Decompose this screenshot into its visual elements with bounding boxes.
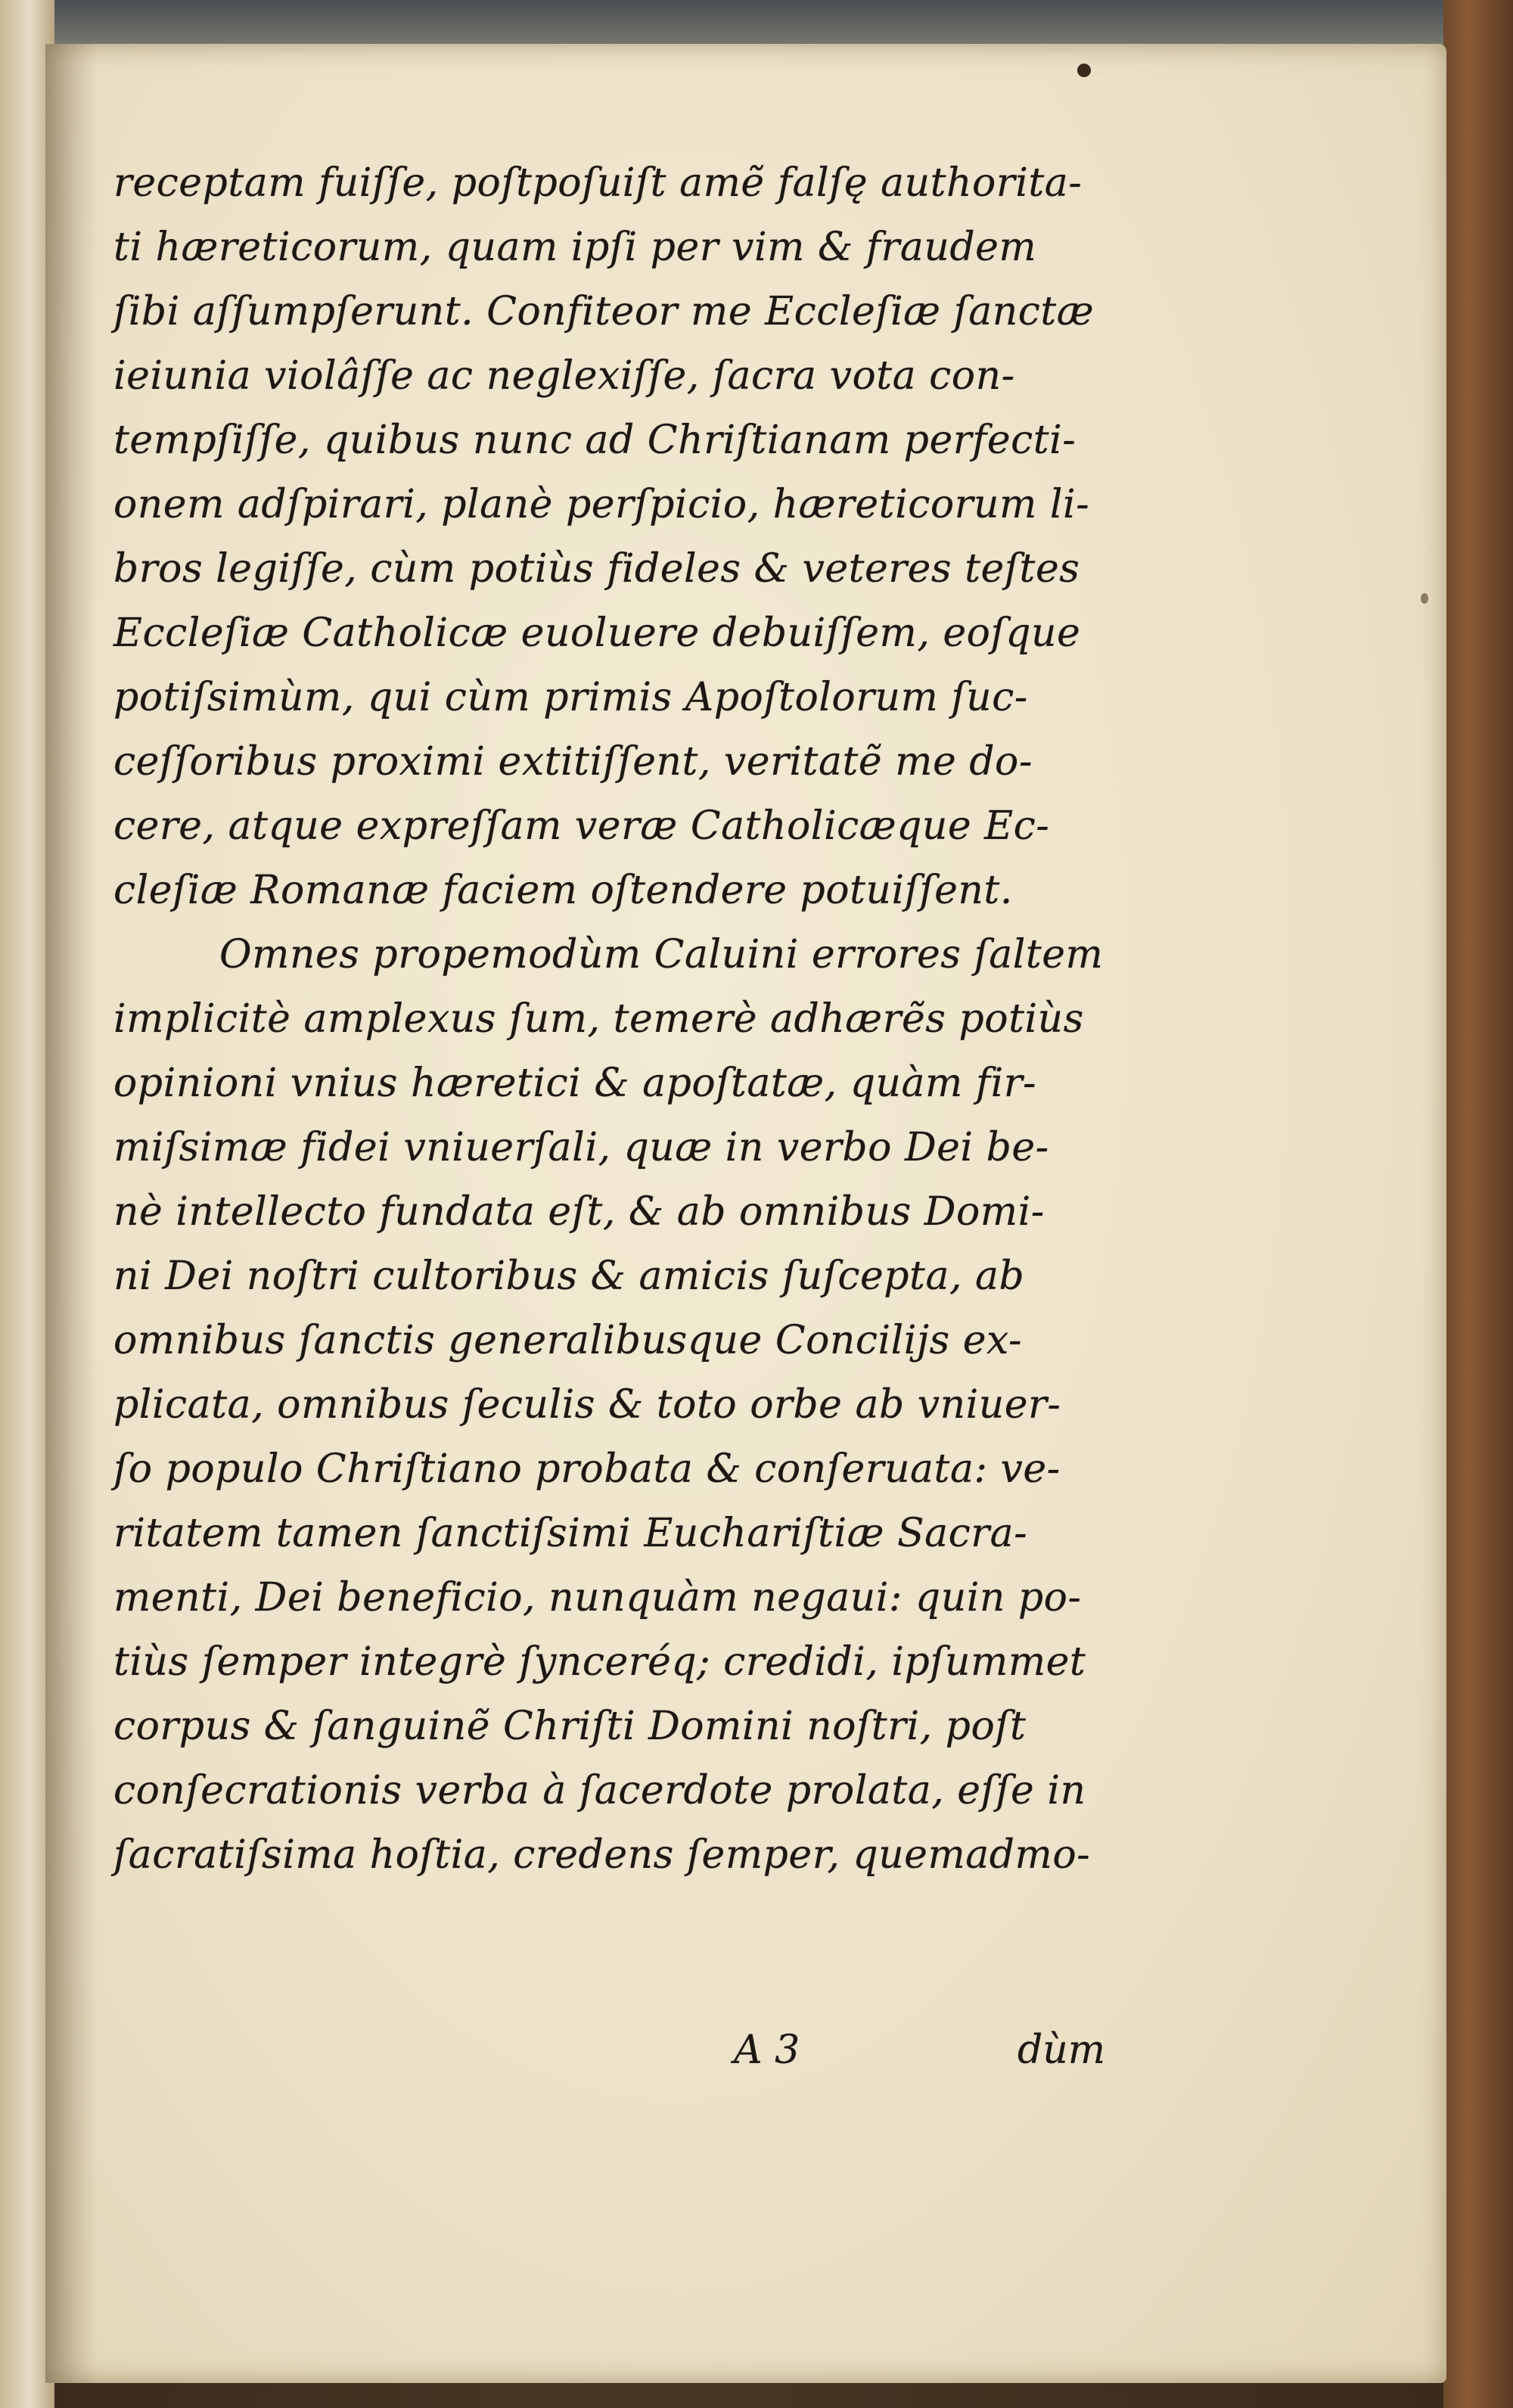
text-line: tiùs ſemper integrè ſynceréq; credidi, ipſummet: [113, 1639, 1086, 1685]
text-line: ni Dei noſtri cultoribus & amicis ſuſcepta, ab: [113, 1254, 1025, 1299]
text-line: receptam fuiſſe, poſtpoſuiſt amẽ falſę authorita-: [113, 160, 1083, 206]
text-block: [113, 151, 1188, 1888]
text-line: ieiunia violâſſe ac neglexiſſe, ſacra vota con-: [113, 353, 1015, 399]
paragraph-start-line: Omnes propemodùm Caluini errores ſaltem: [219, 932, 1104, 977]
text-line: implicitè amplexus ſum, temerè adhærẽs potiùs: [113, 996, 1084, 1042]
text-line: omnibus ſanctis generalibusque Concilijs ex-: [113, 1318, 1023, 1363]
text-line: tempſiſſe, quibus nunc ad Chriſtianam perfecti-: [113, 418, 1076, 463]
book-page: [45, 44, 1446, 2383]
text-line: ritatem tamen ſanctiſsimi Euchariſtiæ Sacra-: [113, 1511, 1028, 1556]
text-line: ſacratiſsima hoſtia, credens ſemper, quemadmo-: [113, 1832, 1091, 1878]
text-line: corpus & ſanguinẽ Chriſti Domini noſtri, poſt: [113, 1704, 1027, 1749]
page-footer: [113, 2018, 1188, 2083]
text-line: plicata, omnibus ſeculis & toto orbe ab vniuer-: [113, 1382, 1061, 1428]
text-line: bros legiſſe, cùm potiùs fideles & veteres teſtes: [113, 546, 1080, 592]
gutter-shadow: [45, 44, 98, 2383]
text-line: ſibi aſſumpſerunt. Confiteor me Eccleſiæ ſanctæ: [113, 289, 1095, 334]
text-line: potiſsimùm, qui cùm primis Apoſtolorum ſuc-: [113, 675, 1028, 720]
signature-mark: A 3: [734, 2027, 800, 2073]
ink-spot: [1421, 593, 1428, 604]
text-line: conſecrationis verba à ſacerdote prolata, eſſe in: [113, 1768, 1086, 1813]
ink-spot: [1077, 64, 1091, 77]
cover-board-edge: [1443, 0, 1513, 2408]
text-line: Eccleſiæ Catholicæ euoluere debuiſſem, eoſque: [113, 611, 1081, 656]
text-line: ti hæreticorum, quam ipſi per vim & fraudem: [113, 225, 1037, 270]
text-line: nè intellecto fundata eſt, & ab omnibus Domi-: [113, 1189, 1045, 1235]
text-line: cere, atque expreſſam veræ Catholicæque Ec-: [113, 803, 1050, 849]
catchword: dùm: [1017, 2027, 1106, 2073]
text-line: cleſiæ Romanæ faciem oſtendere potuiſſent.: [113, 868, 1013, 913]
text-line: miſsimæ fidei vniuerſali, quæ in verbo Dei be-: [113, 1125, 1049, 1170]
text-line: onem adſpirari, planè perſpicio, hæreticorum li-: [113, 482, 1090, 527]
text-line: ſo populo Chriſtiano probata & conſeruata: ve-: [113, 1446, 1061, 1492]
text-line: ceſſoribus proximi extitiſſent, veritatẽ me do-: [113, 739, 1033, 785]
text-line: opinioni vnius hæretici & apoſtatæ, quàm fir-: [113, 1061, 1037, 1106]
text-line: menti, Dei beneficio, nunquàm negaui: quin po-: [113, 1575, 1082, 1620]
